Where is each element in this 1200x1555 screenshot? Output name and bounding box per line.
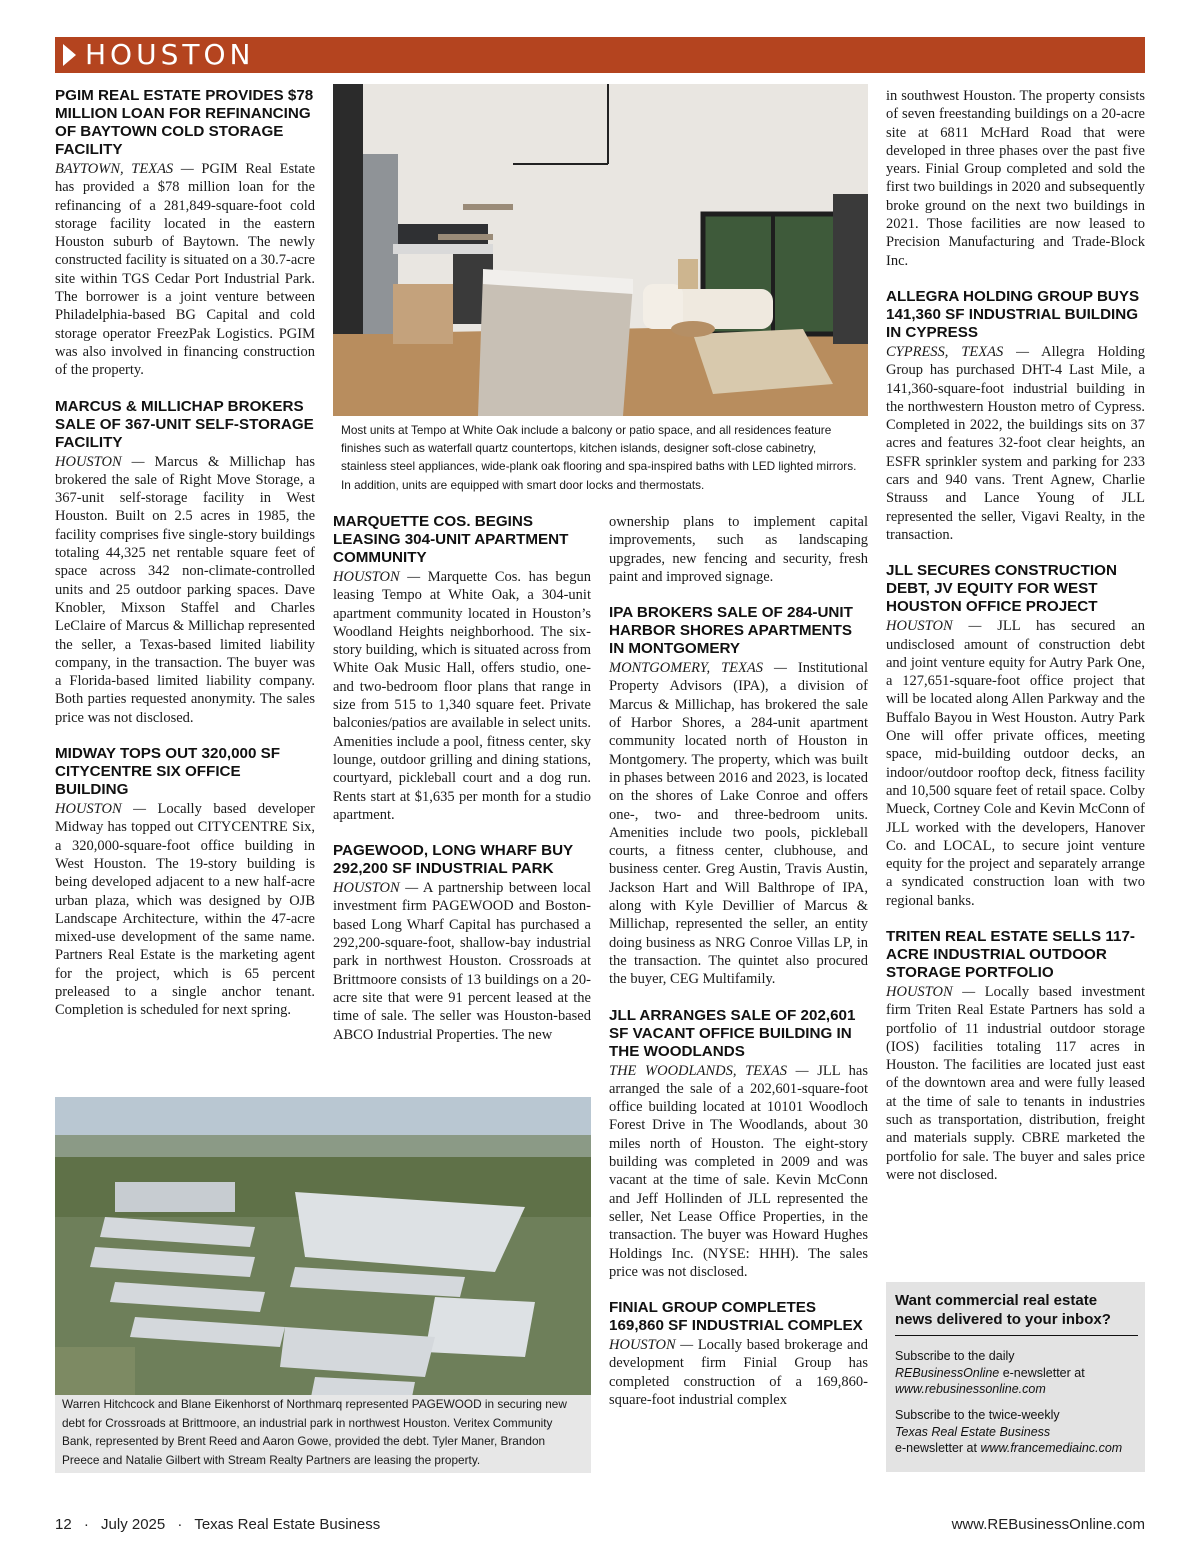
story-text: A partnership between local investment firm PAGEWOOD and Boston-based Long Wharf Capital has purchased a 292,200-square-foot, shallow-bay industrial park in northwest Houston. Crossroads at Brittmoore consists of 13 buildings on a 20-acre site that were 91 percent leased at the time of sale. The seller was Houston-based ABCO Industrial Properties. The new xyxy=(333,880,591,1043)
aerial-photo-caption: Warren Hitchcock and Blane Eikenhorst of Northmarq represented PAGEWOOD in securing new debt for Crossroads at Brittmoore, an industrial park in northwest Houston. Veritex Community Bank, represented by Brent Reed and Aaron Gowe, provided the debt. Tyler Maner, Brandon Preece and Natalie Gilbert with Stream Realty Partners are leasing the property. xyxy=(62,1397,567,1467)
column-4 xyxy=(886,87,1145,1202)
story-dateline: HOUSTON — xyxy=(333,880,419,897)
page-number: 12 xyxy=(55,1516,72,1533)
story-body xyxy=(886,617,1145,910)
story-text: Marquette Cos. has begun leasing Tempo at White Oak, a 304-unit apartment community located in Houston’s Woodland Heights neighborhood. The six-story building, which is situated across from White Oak Music Hall, offers studio, one- and two-bedroom floor plans that range in size from 515 to 1,340 square feet. Private balconies/patios are available in select units. Amenities include a pool, fitness center, sky lounge, outdoor grilling and dining stations, courtyard, pickleball court and a dog run. Rents start at $1,635 per month for a studio apartment. xyxy=(333,569,591,823)
story-headline: MIDWAY TOPS OUT 320,000 SF CITYCENTRE SIX OFFICE BUILDING xyxy=(55,745,281,799)
column-3 xyxy=(609,513,868,1427)
publication-name: Texas Real Estate Business xyxy=(194,1516,381,1533)
story-text: JLL has arranged the sale of a 202,601-square-foot office building located at 10101 Woodloch Forest Drive in The Woodlands, about 30 miles north of Houston. The eight-story building was completed in 2009 and was vacant at the time of sale. Kevin McConn and Jeff Hollinden of JLL represented the seller, Net Lease Office Properties, in the transaction. The buyer was Howard Hughes Holdings Inc. (NYSE: HHH). The sales price was not disclosed. xyxy=(609,1062,868,1280)
story-dateline: HOUSTON — xyxy=(55,801,147,818)
subscribe-heading: Want commercial real estate news delivered to your inbox? xyxy=(895,1291,1138,1336)
daily-newsletter-link[interactable]: www.rebusinessonline.com xyxy=(895,1382,1046,1396)
story-text: Allegra Holding Group has purchased DHT-4 Last Mile, a 141,360-square-foot industrial building in the northwestern Houston metro of Cypress. Completed in 2022, the buildings sits on 37 acres and features 32-foot clear heights, an ESFR sprinkler system and parking for 233 cars and 940 vans. Trent Agnew, Charlie Strauss and Lance Young of JLL represented the seller, Vigavi Realty, in the transaction. xyxy=(886,343,1145,543)
story-body xyxy=(886,343,1145,544)
story-finial xyxy=(609,1299,868,1409)
weekly-newsletter-name: Texas Real Estate Business xyxy=(895,1424,1051,1439)
page-footer-left xyxy=(55,1516,380,1533)
story-text: Locally based developer Midway has topped out CITYCENTRE Six, a 320,000-square-foot office building in West Houston. The 19-story building is being developed adjacent to a new half-acre urban plaza, which was designed by OJB Landscape Architecture, within the 47-acre mixed-use development of the same name. Partners Real Estate is the marketing agent for the project, which is 65 percent preleased to a single anchor tenant. Completion is scheduled for next spring. xyxy=(55,801,316,1019)
section-banner xyxy=(55,37,1145,73)
issue-date: July 2025 xyxy=(101,1516,166,1533)
story-dateline: THE WOODLANDS, TEXAS — xyxy=(609,1062,809,1079)
footer-separator: · xyxy=(177,1516,183,1533)
subscribe-weekly-line3 xyxy=(895,1440,1138,1457)
subscribe-daily xyxy=(895,1348,1138,1398)
story-text: Locally based investment firm Triten Real Estate Partners has sold a portfolio of 11 industrial outdoor storage (IOS) facilities totaling 117 acres in Houston. The facilities are located just east of the downtown area and were fully leased at the time of sale to tenants in industries such as transportation, distribution, freight and materials supply. CBRE marketed the portfolio for sale. The buyer and sales price were not disclosed. xyxy=(886,983,1145,1183)
story-headline: TRITEN REAL ESTATE SELLS 117-ACRE INDUSTRIAL OUTDOOR STORAGE PORTFOLIO xyxy=(886,927,1135,981)
story-jll-woodlands xyxy=(609,1007,868,1282)
play-arrow-icon xyxy=(63,44,76,66)
story-headline: MARQUETTE COS. BEGINS LEASING 304-UNIT APARTMENT COMMUNITY xyxy=(333,513,569,566)
story-dateline: CYPRESS, TEXAS — xyxy=(886,343,1029,360)
apartment-interior-photo xyxy=(333,84,868,500)
story-marquette xyxy=(333,513,591,824)
story-dateline: HOUSTON — xyxy=(886,983,976,1000)
story-dateline: HOUSTON — xyxy=(55,453,145,470)
aerial-industrial-photo xyxy=(55,1097,591,1473)
daily-newsletter-suffix: e-newsletter at xyxy=(999,1365,1085,1380)
subscribe-box xyxy=(886,1282,1145,1472)
story-continuation xyxy=(886,87,1145,270)
story-pgim xyxy=(55,87,315,380)
story-body xyxy=(55,800,315,1020)
story-headline: PAGEWOOD, LONG WHARF BUY 292,200 SF INDUSTRIAL PARK xyxy=(333,842,573,878)
story-body xyxy=(609,1336,868,1409)
subscribe-daily-line2 xyxy=(895,1365,1138,1382)
story-headline: IPA BROKERS SALE OF 284-UNIT HARBOR SHORES APARTMENTS IN MONTGOMERY xyxy=(609,604,853,658)
story-headline: ALLEGRA HOLDING GROUP BUYS 141,360 SF INDUSTRIAL BUILDING IN CYPRESS xyxy=(886,287,1140,341)
daily-newsletter-name: REBusinessOnline xyxy=(895,1365,1000,1380)
page-footer-right xyxy=(952,1516,1145,1533)
story-text: in southwest Houston. The property consists of seven freestanding buildings on a 20-acre site at 6811 McHard Road that were developed in three phases over the past five years. Finial Group completed and sold the first two buildings in 2020 and subsequently broke ground on the next two buildings in 2021. Those facilities are now leased to Precision Manufacturing and Trade-Block Inc. xyxy=(886,88,1145,269)
story-midway xyxy=(55,745,315,1020)
story-pagewood xyxy=(333,842,591,1044)
story-headline: MARCUS & MILLICHAP BROKERS SALE OF 367-UNIT SELF-STORAGE FACILITY xyxy=(55,397,314,451)
column-1 xyxy=(55,87,315,1038)
story-dateline: BAYTOWN, TEXAS — xyxy=(55,161,194,177)
story-body xyxy=(333,568,591,824)
story-text: Locally based brokerage and development firm Finial Group has completed construction of a 169,860-square-foot industrial complex xyxy=(609,1337,868,1408)
story-text: Institutional Property Advisors (IPA), a division of Marcus & Millichap, has brokered the sale of Harbor Shores, a 284-unit apartment community located north of Houston in Montgomery. The property, which was built in phases between 2016 and 2023, is located on the shores of Lake Conroe and offers one-, two- and three-bedroom units. Amenities include two pools, pickleball courts, a fitness center, clubhouse, and business center. Greg Austin, Travis Austin, Jackson Hart and Will Balthrope of IPA, along with Kyle Devillier of Marcus & Millichap, represented the seller, an entity doing business as NRG Conroe Villas LP, in the transaction. The quintet also procured the buyer, CEG Multifamily. xyxy=(609,660,868,988)
story-body xyxy=(886,983,1145,1184)
subscribe-weekly xyxy=(895,1407,1138,1457)
column-2 xyxy=(333,513,591,1062)
story-body xyxy=(609,1062,868,1282)
story-text: PGIM Real Estate has provided a $78 million loan for the refinancing of a 281,849-square-foot cold storage facility located in the eastern Houston suburb of Baytown. The newly constructed facility is situated on a 30.7-acre site within TGS Cedar Port Industrial Park. The borrower is a joint venture between Philadelphia-based BG Capital and cold storage operator FreezPak Logistics. PGIM was also involved in financing construction of the property. xyxy=(55,161,316,379)
apartment-photo-caption: Most units at Tempo at White Oak include a balcony or patio space, and all residences feature finishes such as waterfall quartz countertops, kitchen islands, designer soft-close cabinetry, stainless steel appliances, wide-plank oak flooring and spa-inspired baths with LED lighted mirrors. In addition, units are equipped with smart door locks and thermostats. xyxy=(341,423,857,492)
story-body xyxy=(55,160,315,380)
story-triten xyxy=(886,928,1145,1184)
story-headline: FINIAL GROUP COMPLETES 169,860 SF INDUSTRIAL COMPLEX xyxy=(609,1299,863,1335)
story-dateline: HOUSTON — xyxy=(886,618,982,635)
story-continuation xyxy=(609,513,868,586)
story-dateline: HOUSTON — xyxy=(333,569,421,585)
footer-separator: · xyxy=(83,1516,89,1533)
story-body xyxy=(609,659,868,988)
story-jll-autry xyxy=(886,562,1145,910)
subscribe-weekly-line1: Subscribe to the twice-weekly xyxy=(895,1408,1060,1422)
story-headline: PGIM REAL ESTATE PROVIDES $78 MILLION LOAN FOR REFINANCING OF BAYTOWN COLD STORAGE FACILITY xyxy=(55,87,314,158)
story-body xyxy=(333,879,591,1044)
story-allegra xyxy=(886,288,1145,544)
story-body xyxy=(55,453,315,727)
story-headline: JLL ARRANGES SALE OF 202,601 SF VACANT OFFICE BUILDING IN THE WOODLANDS xyxy=(609,1006,856,1060)
story-dateline: HOUSTON — xyxy=(609,1337,694,1354)
story-text: JLL has secured an undisclosed amount of construction debt and joint venture equity for Autry Park One, a 127,651-square-foot office project that will be located along Allen Parkway and the Buffalo Bayou in West Houston. Autry Park One will offer private offices, meeting space, mid-building outdoor decks, an indoor/outdoor rooftop deck, fitness facility and 10,500 square feet of retail space. Colby Mueck, Cortney Cole and Kevin McConn of JLL worked with the developers, Hanover Co. and LOCAL, to secure joint venture equity for the project and separately arrange a syndicated construction loan with two regional banks. xyxy=(886,618,1145,909)
website-link[interactable]: www.REBusinessOnline.com xyxy=(951,1516,1145,1533)
apartment-photo-image xyxy=(333,84,868,416)
story-ipa xyxy=(609,604,868,988)
story-dateline: MONTGOMERY, TEXAS — xyxy=(609,660,787,677)
weekly-newsletter-prefix: e-newsletter at xyxy=(895,1441,981,1455)
story-marcus-millichap xyxy=(55,398,315,727)
section-title: HOUSTON xyxy=(85,38,255,71)
subscribe-daily-line1: Subscribe to the daily xyxy=(895,1349,1015,1363)
weekly-newsletter-link[interactable]: www.francemediainc.com xyxy=(980,1441,1123,1455)
story-headline: JLL SECURES CONSTRUCTION DEBT, JV EQUITY FOR WEST HOUSTON OFFICE PROJECT xyxy=(886,562,1117,616)
story-text: ownership plans to implement capital improvements, such as landscaping upgrades, new fencing and security, fresh paint and improved signage. xyxy=(609,514,868,585)
story-text: Marcus & Millichap has brokered the sale of Right Move Storage, a 367-unit self-storage facility in West Houston. Built on 2.5 acres in 1985, the facility comprises five single-story buildings totaling 44,325 net rentable square feet of space across 342 non-climate-controlled units and 25 outdoor parking spaces. Dave Knobler, Mixson Staffel and Charles LeClaire of Marcus & Millichap represented the seller, a Texas-based limited liability company, in the transaction. The buyer was a Florida-based limited liability company. Both parties requested anonymity. The sales price was not disclosed. xyxy=(55,453,315,726)
